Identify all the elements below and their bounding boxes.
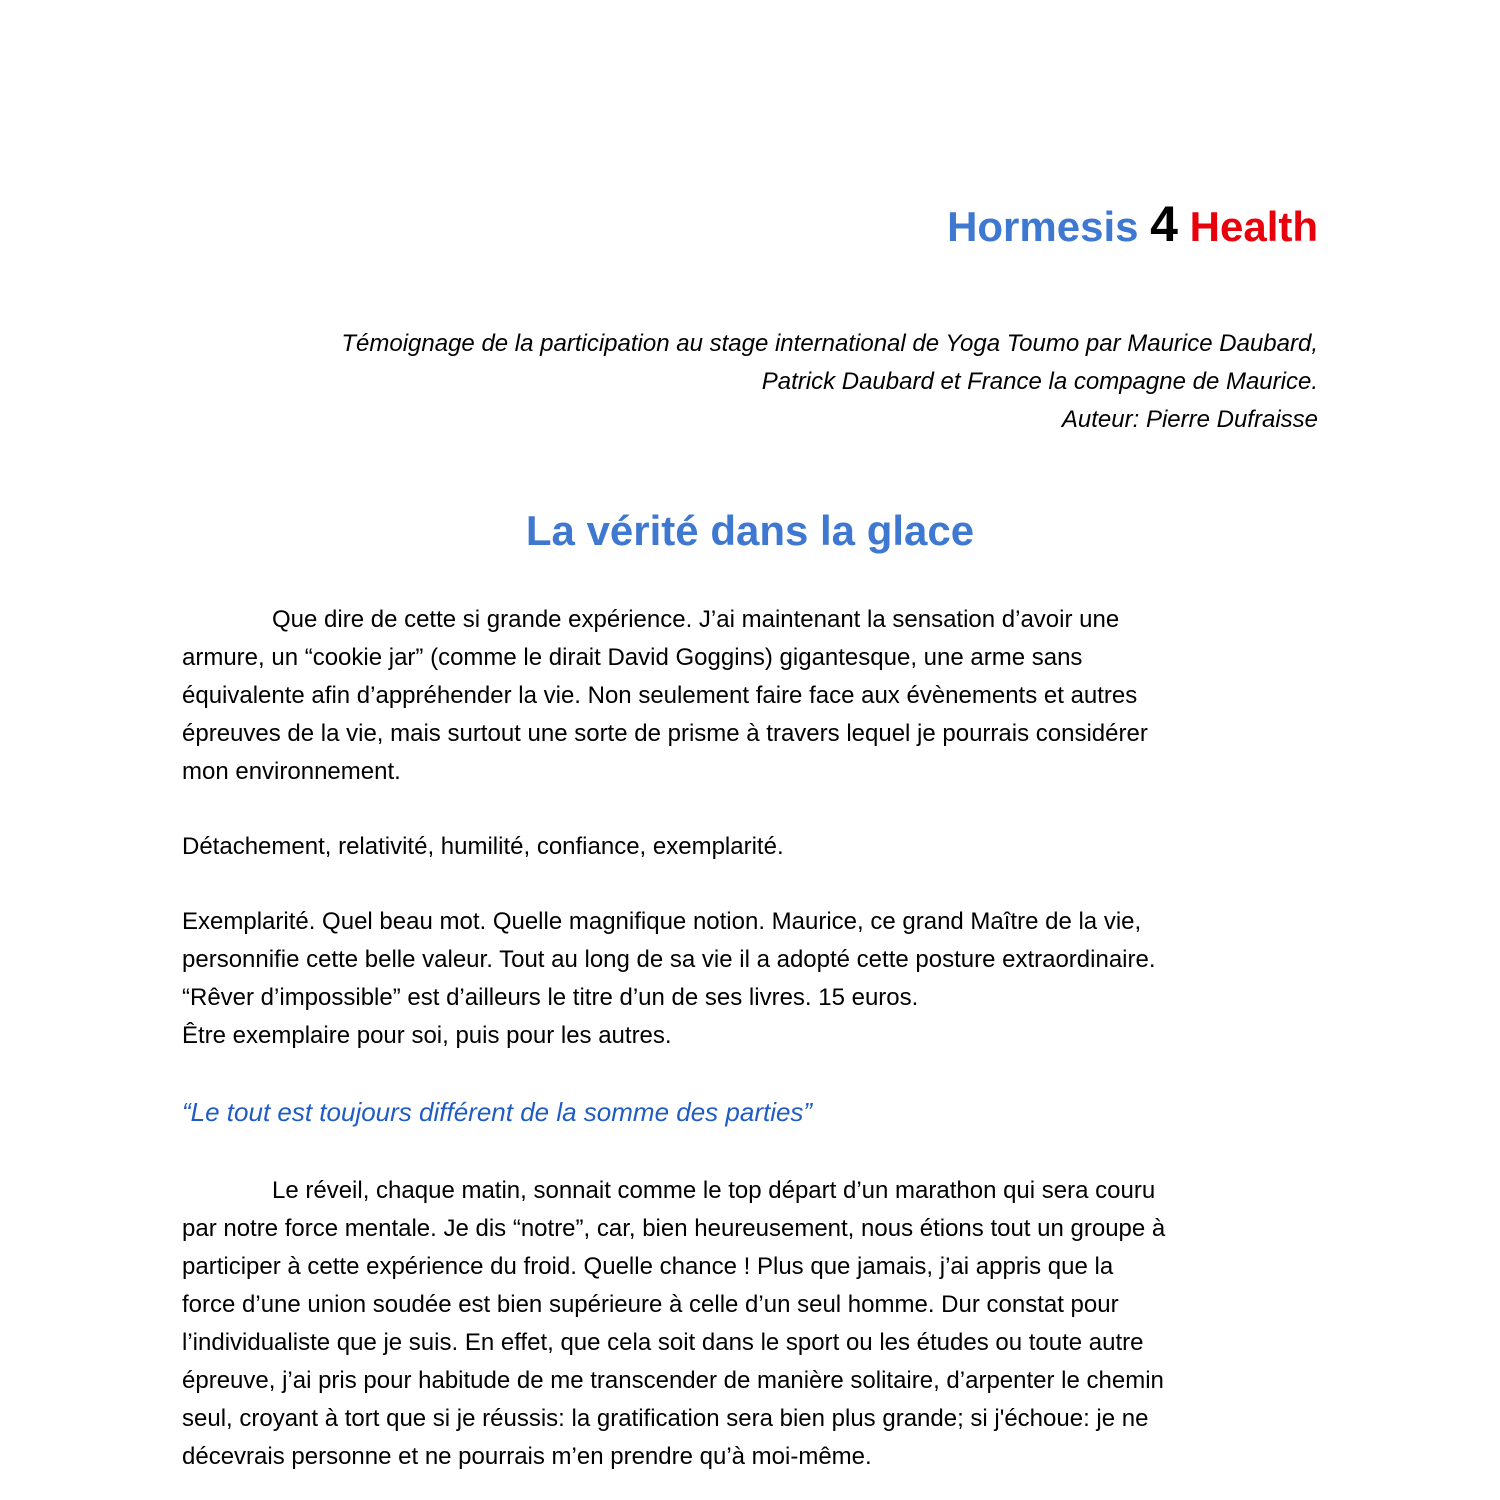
paragraph-intro — [182, 601, 1332, 791]
paragraph-line: décevrais personne et ne pourrais m’en prendre qu’à moi-même. — [182, 1443, 872, 1470]
paragraph-values — [182, 828, 1332, 866]
paragraph-line: l’individualiste que je suis. En effet, que cela soit dans le sport ou les études ou toute autre — [182, 1329, 1144, 1356]
brand-number: 4 — [1150, 196, 1178, 252]
paragraph-morning — [182, 1172, 1332, 1476]
pull-quote: “Le tout est toujours différent de la somme des parties” — [182, 1097, 813, 1127]
paragraph-exemplarity — [182, 903, 1332, 1055]
paragraph-line: Le réveil, chaque matin, sonnait comme le top départ d’un marathon qui sera couru — [272, 1177, 1156, 1204]
paragraph-line: seul, croyant à tort que si je réussis: la gratification sera bien plus grande; si j'échoue: je ne — [182, 1405, 1149, 1432]
author-line: Auteur: Pierre Dufraisse — [1061, 406, 1318, 433]
paragraph-line: équivalente afin d’appréhender la vie. Non seulement faire face aux évènements et autres — [182, 682, 1138, 709]
brand-logo-text — [947, 196, 1318, 255]
article-title: La vérité dans la glace — [525, 507, 975, 554]
brand-word-health: Health — [1189, 203, 1318, 250]
paragraph-line: Exemplarité. Quel beau mot. Quelle magnifique notion. Maurice, ce grand Maître de la vie, — [182, 908, 1142, 935]
paragraph-line: armure, un “cookie jar” (comme le dirait David Goggins) gigantesque, une arme sans — [182, 644, 1083, 671]
paragraph-line: Être exemplaire pour soi, puis pour les autres. — [182, 1022, 672, 1049]
paragraph-line: épreuve, j’ai pris pour habitude de me transcender de manière solitaire, d’arpenter le chemin — [182, 1367, 1164, 1394]
paragraph-line: épreuves de la vie, mais surtout une sorte de prisme à travers lequel je pourrais considérer — [182, 720, 1148, 747]
paragraph-line: Que dire de cette si grande expérience. J’ai maintenant la sensation d’avoir une — [272, 606, 1120, 633]
subtitle-line: Patrick Daubard et France la compagne de Maurice. — [761, 368, 1318, 395]
paragraph-line: par notre force mentale. Je dis “notre”, car, bien heureusement, nous étions tout un groupe à — [182, 1215, 1166, 1242]
document-subtitle — [341, 325, 1318, 439]
paragraph-line: “Rêver d’impossible” est d’ailleurs le titre d’un de ses livres. 15 euros. — [182, 984, 919, 1011]
paragraph-line: participer à cette expérience du froid. Quelle chance ! Plus que jamais, j’ai appris que la — [182, 1253, 1114, 1280]
paragraph-line: mon environnement. — [182, 758, 401, 785]
subtitle-line: Témoignage de la participation au stage international de Yoga Toumo par Maurice Daubard, — [341, 330, 1318, 357]
paragraph-line: personnifie cette belle valeur. Tout au long de sa vie il a adopté cette posture extraordinaire. — [182, 946, 1156, 973]
paragraph-line: Détachement, relativité, humilité, confiance, exemplarité. — [182, 833, 784, 860]
paragraph-line: force d’une union soudée est bien supérieure à celle d’un seul homme. Dur constat pour — [182, 1291, 1119, 1318]
brand-word-hormesis: Hormesis — [947, 203, 1139, 250]
